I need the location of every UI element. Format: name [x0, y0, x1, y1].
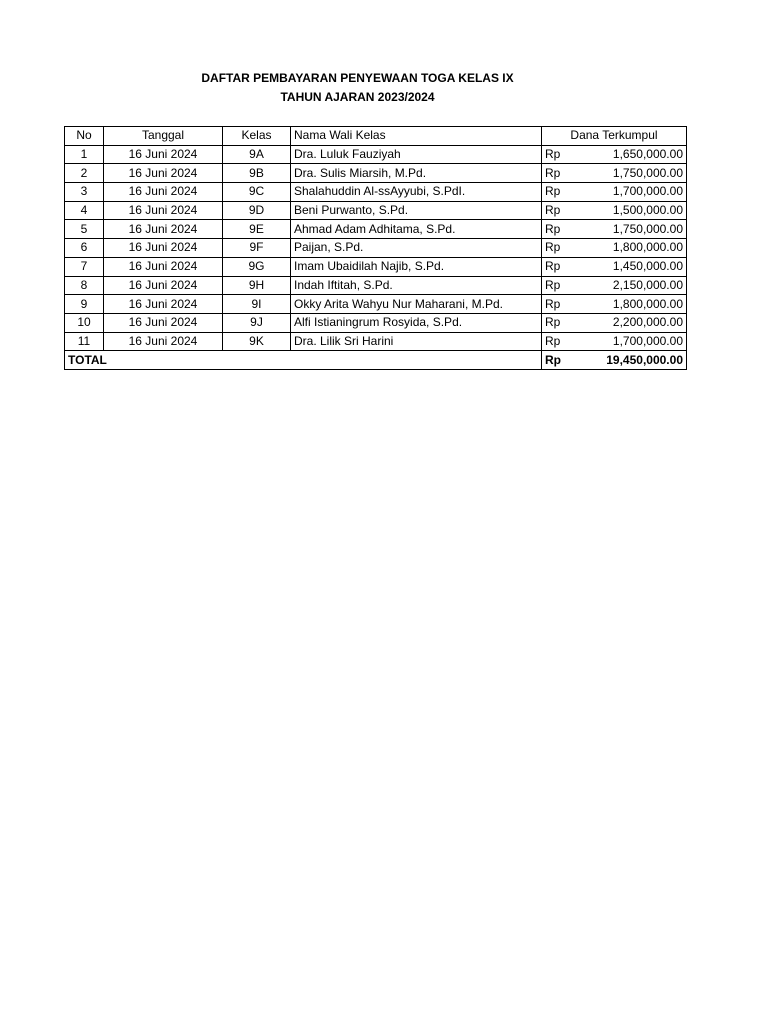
cell-currency: Rp [545, 221, 561, 236]
cell-kelas: 9D [223, 201, 291, 220]
cell-amount: 2,150,000.00 [612, 277, 683, 292]
dana-wrap [545, 239, 683, 256]
cell-dana-terkumpul [542, 183, 687, 202]
dana-wrap [545, 333, 683, 350]
cell-nama-wali-kelas: Ahmad Adam Adhitama, S.Pd. [291, 220, 542, 239]
cell-nama-wali-kelas: Dra. Sulis Miarsih, M.Pd. [291, 164, 542, 183]
cell-no: 11 [65, 332, 104, 351]
header-no: No [65, 127, 104, 146]
cell-dana-terkumpul [542, 201, 687, 220]
cell-tanggal: 16 Juni 2024 [104, 183, 223, 202]
cell-no: 5 [65, 220, 104, 239]
cell-tanggal: 16 Juni 2024 [104, 239, 223, 258]
cell-currency: Rp [545, 296, 561, 311]
dana-wrap [545, 258, 683, 275]
dana-wrap [545, 202, 683, 219]
cell-amount: 1,650,000.00 [612, 147, 683, 162]
cell-tanggal: 16 Juni 2024 [104, 164, 223, 183]
table-footer [65, 351, 687, 370]
cell-no: 1 [65, 145, 104, 164]
total-amount-wrap [545, 352, 683, 369]
dana-wrap [545, 296, 683, 313]
total-amount: 19,450,000.00 [606, 352, 683, 367]
cell-tanggal: 16 Juni 2024 [104, 257, 223, 276]
total-row [65, 351, 687, 370]
cell-no: 6 [65, 239, 104, 258]
header-row [65, 127, 687, 146]
header-nama-wali-kelas: Nama Wali Kelas [291, 127, 542, 146]
cell-no: 7 [65, 257, 104, 276]
cell-no: 2 [65, 164, 104, 183]
cell-no: 9 [65, 295, 104, 314]
cell-dana-terkumpul [542, 276, 687, 295]
total-amount-cell [542, 351, 687, 370]
cell-currency: Rp [545, 165, 561, 180]
table-row [65, 220, 687, 239]
cell-nama-wali-kelas: Okky Arita Wahyu Nur Maharani, M.Pd. [291, 295, 542, 314]
cell-kelas: 9F [223, 239, 291, 258]
cell-kelas: 9C [223, 183, 291, 202]
cell-currency: Rp [545, 203, 561, 218]
cell-amount: 1,700,000.00 [612, 333, 683, 348]
cell-nama-wali-kelas: Alfi Istianingrum Rosyida, S.Pd. [291, 313, 542, 332]
cell-currency: Rp [545, 315, 561, 330]
header-tanggal: Tanggal [104, 127, 223, 146]
table-row [65, 145, 687, 164]
cell-currency: Rp [545, 184, 561, 199]
cell-tanggal: 16 Juni 2024 [104, 313, 223, 332]
cell-nama-wali-kelas: Beni Purwanto, S.Pd. [291, 201, 542, 220]
cell-kelas: 9J [223, 313, 291, 332]
document-title: DAFTAR PEMBAYARAN PENYEWAAN TOGA KELAS IX [201, 71, 514, 85]
cell-currency: Rp [545, 277, 561, 292]
cell-nama-wali-kelas: Indah Iftitah, S.Pd. [291, 276, 542, 295]
table-header [65, 127, 687, 146]
cell-kelas: 9G [223, 257, 291, 276]
dana-wrap [545, 221, 683, 238]
dana-wrap [545, 165, 683, 182]
cell-kelas: 9E [223, 220, 291, 239]
table-row [65, 332, 687, 351]
table-row [65, 201, 687, 220]
dana-wrap [545, 277, 683, 294]
cell-amount: 1,750,000.00 [612, 165, 683, 180]
cell-kelas: 9K [223, 332, 291, 351]
dana-wrap [545, 146, 683, 163]
cell-kelas: 9A [223, 145, 291, 164]
header-kelas: Kelas [223, 127, 291, 146]
cell-kelas: 9H [223, 276, 291, 295]
cell-currency: Rp [545, 240, 561, 255]
cell-dana-terkumpul [542, 164, 687, 183]
dana-wrap [545, 314, 683, 331]
cell-nama-wali-kelas: Shalahuddin Al-ssAyyubi, S.PdI. [291, 183, 542, 202]
cell-nama-wali-kelas: Paijan, S.Pd. [291, 239, 542, 258]
table-row [65, 239, 687, 258]
cell-tanggal: 16 Juni 2024 [104, 276, 223, 295]
table-body [65, 145, 687, 351]
cell-tanggal: 16 Juni 2024 [104, 201, 223, 220]
cell-dana-terkumpul [542, 220, 687, 239]
payment-table [64, 126, 687, 370]
document-subtitle: TAHUN AJARAN 2023/2024 [280, 90, 435, 104]
cell-dana-terkumpul [542, 145, 687, 164]
total-label: TOTAL [65, 351, 542, 370]
cell-nama-wali-kelas: Imam Ubaidilah Najib, S.Pd. [291, 257, 542, 276]
cell-amount: 1,500,000.00 [612, 203, 683, 218]
cell-amount: 1,800,000.00 [612, 296, 683, 311]
cell-no: 4 [65, 201, 104, 220]
cell-dana-terkumpul [542, 295, 687, 314]
cell-currency: Rp [545, 259, 561, 274]
table-row [65, 183, 687, 202]
cell-tanggal: 16 Juni 2024 [104, 332, 223, 351]
table-row [65, 313, 687, 332]
cell-dana-terkumpul [542, 257, 687, 276]
table-row [65, 164, 687, 183]
cell-kelas: 9I [223, 295, 291, 314]
cell-tanggal: 16 Juni 2024 [104, 220, 223, 239]
cell-currency: Rp [545, 333, 561, 348]
cell-no: 8 [65, 276, 104, 295]
cell-amount: 1,700,000.00 [612, 184, 683, 199]
cell-nama-wali-kelas: Dra. Luluk Fauziyah [291, 145, 542, 164]
cell-amount: 1,750,000.00 [612, 221, 683, 236]
cell-dana-terkumpul [542, 313, 687, 332]
cell-dana-terkumpul [542, 239, 687, 258]
cell-amount: 1,800,000.00 [612, 240, 683, 255]
table-row [65, 257, 687, 276]
cell-no: 3 [65, 183, 104, 202]
cell-amount: 1,450,000.00 [612, 259, 683, 274]
cell-tanggal: 16 Juni 2024 [104, 295, 223, 314]
document-title-block [64, 69, 651, 107]
cell-tanggal: 16 Juni 2024 [104, 145, 223, 164]
cell-currency: Rp [545, 147, 561, 162]
cell-nama-wali-kelas: Dra. Lilik Sri Harini [291, 332, 542, 351]
table-row [65, 276, 687, 295]
dana-wrap [545, 183, 683, 200]
cell-no: 10 [65, 313, 104, 332]
cell-amount: 2,200,000.00 [612, 315, 683, 330]
header-dana-terkumpul: Dana Terkumpul [542, 127, 687, 146]
total-currency: Rp [545, 352, 561, 367]
cell-dana-terkumpul [542, 332, 687, 351]
cell-kelas: 9B [223, 164, 291, 183]
table-row [65, 295, 687, 314]
